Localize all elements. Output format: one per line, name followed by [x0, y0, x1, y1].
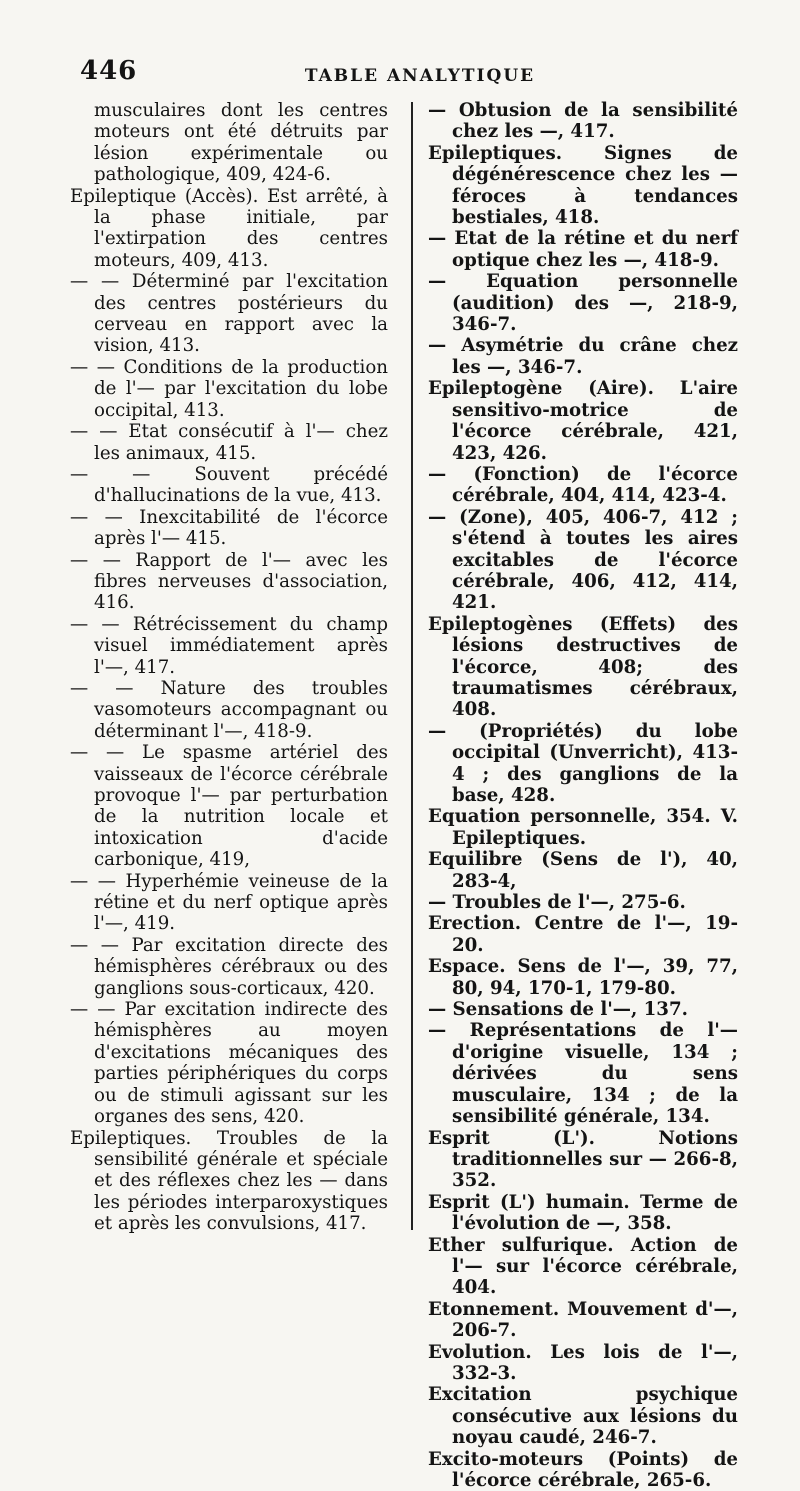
index-entry: Esprit (L'). Notions traditionnelles sur — 266-8, 352. — [428, 1127, 738, 1192]
index-entry: Epileptique (Accès). Est arrêté, à la phase initiale, par l'extirpation des centres moteurs, 409, 413. — [70, 185, 388, 271]
index-entry: Excito-moteurs (Points) de l'écorce cérébrale, 265-6. — [428, 1448, 738, 1491]
index-entry: — — Le spasme artériel des vaisseaux de l'écorce cérébrale provoque l'— par perturbation de la nutrition locale et intoxication d'acide carbonique, 419, — [70, 742, 388, 871]
index-entry: — — Souvent précédé d'hallucinations de la vue, 413. — [70, 463, 388, 507]
index-entry: Equation personnelle, 354. V. Epileptiques. — [428, 806, 738, 849]
index-entry: — — Rétrécissement du champ visuel immédiatement après l'—, 417. — [70, 613, 388, 678]
index-entry: — — Rapport de l'— avec les fibres nerveuses d'association, 416. — [70, 549, 388, 614]
index-entry: Epileptogène (Aire). L'aire sensitivo-motrice de l'écorce cérébrale, 421, 423, 426. — [428, 378, 738, 464]
column-divider — [411, 102, 413, 1230]
index-entry: Ether sulfurique. Action de l'— sur l'écorce cérébrale, 404. — [428, 1234, 738, 1299]
index-entry: Epileptiques. Troubles de la sensibilité générale et spéciale et des réflexes chez les — dans les périodes interparoxystiques et après les convulsions, 417. — [70, 1127, 388, 1235]
index-entry: Evolution. Les lois de l'—, 332-3. — [428, 1341, 738, 1384]
index-entry: — — Inexcitabilité de l'écorce après l'— 415. — [70, 506, 388, 550]
left-column — [70, 100, 388, 1235]
index-entry: Epileptogènes (Effets) des lésions destructives de l'écorce, 408; des traumatismes cérébraux, 408. — [428, 613, 738, 721]
index-entry: Equilibre (Sens de l'), 40, 283-4, — [428, 849, 738, 892]
index-entry: — — Déterminé par l'excitation des centres postérieurs du cerveau en rapport avec la vision, 413. — [70, 271, 388, 357]
index-entry: — Equation personnelle (audition) des —, 218-9, 346-7. — [428, 271, 738, 336]
index-entry: Esprit (L') humain. Terme de l'évolution de —, 358. — [428, 1191, 738, 1235]
index-entry: — Représentations de l'— d'origine visuelle, 134 ; dérivées du sens musculaire, 134 ; de la sensibilité générale, 134. — [428, 1020, 738, 1128]
index-entry: musculaires dont les centres moteurs ont été détruits par lésion expérimentale ou pathologique, 409, 424-6. — [94, 100, 388, 186]
running-title: TABLE ANALYTIQUE — [304, 66, 536, 86]
index-entry: — (Fonction) de l'écorce cérébrale, 404, 414, 423-4. — [428, 463, 738, 507]
index-entry: Erection. Centre de l'—, 19-20. — [428, 913, 738, 956]
index-entry: — Obtusion de la sensibilité chez les —, 417. — [428, 100, 738, 143]
index-entry: — — Hyperhémie veineuse de la rétine et du nerf optique après l'—, 419. — [70, 870, 388, 935]
index-entry: — — Par excitation directe des hémisphères cérébraux ou des ganglions sous-corticaux, 420. — [70, 934, 388, 999]
index-entry: — — Conditions de la production de l'— par l'excitation du lobe occipital, 413. — [70, 356, 388, 421]
index-entry: — — Nature des troubles vasomoteurs accompagnant ou déterminant l'—, 418-9. — [70, 677, 388, 742]
index-entry: Epileptiques. Signes de dégénérescence chez les — féroces à tendances bestiales, 418. — [428, 142, 738, 229]
index-entry: — (Propriétés) du lobe occipital (Unverricht), 413-4 ; des ganglions de la base, 428. — [428, 720, 738, 806]
index-entry: — Etat de la rétine et du nerf optique chez les —, 418-9. — [428, 228, 738, 271]
index-entry: Etonnement. Mouvement d'—, 206-7. — [428, 1298, 738, 1342]
index-entry: Espace. Sens de l'—, 39, 77, 80, 94, 170-1, 179-80. — [428, 956, 738, 999]
index-entry: — Troubles de l'—, 275-6. — [428, 892, 686, 914]
right-column — [428, 100, 738, 1491]
index-entry: — Asymétrie du crâne chez les —, 346-7. — [428, 335, 738, 378]
index-entry: — — Etat consécutif à l'— chez les animaux, 415. — [70, 421, 388, 464]
index-entry: — (Zone), 405, 406-7, 412 ; s'étend à toutes les aires excitables de l'écorce cérébrale, 406, 412, 414, 421. — [428, 506, 738, 614]
index-entry: — — Par excitation indirecte des hémisphères au moyen d'excitations mécaniques des parties périphériques du corps ou de stimuli agissant sur les organes des sens, 420. — [70, 999, 388, 1128]
index-entry: Excitation psychique consécutive aux lésions du noyau caudé, 246-7. — [428, 1384, 738, 1449]
index-entry: — Sensations de l'—, 137. — [428, 999, 688, 1021]
page-number: 446 — [80, 56, 138, 86]
